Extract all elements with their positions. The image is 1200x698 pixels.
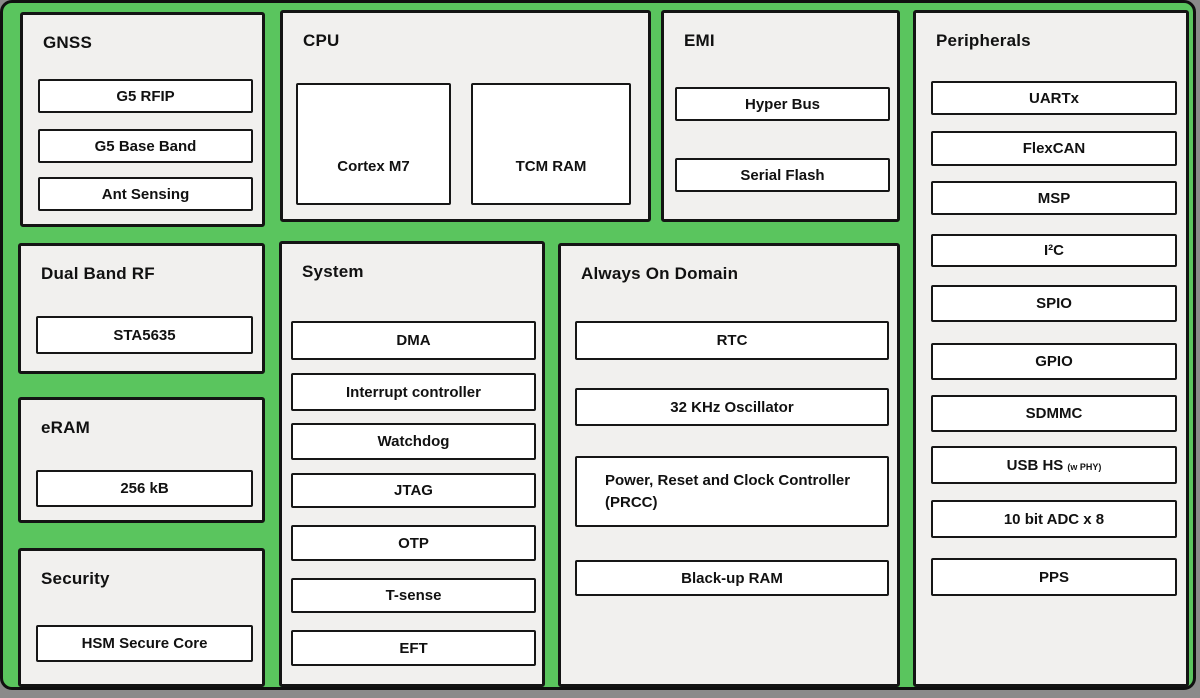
block-prcc: Power, Reset and Clock Controller (PRCC) bbox=[575, 456, 889, 527]
panel-emi-title: EMI bbox=[684, 31, 715, 50]
panel-cpu bbox=[280, 10, 651, 222]
block-sdmmc: SDMMC bbox=[931, 395, 1177, 432]
panel-eram bbox=[18, 397, 265, 523]
block-pps: PPS bbox=[931, 558, 1177, 596]
block-eft: EFT bbox=[291, 630, 536, 666]
block-interrupt-controller: Interrupt controller bbox=[291, 373, 536, 411]
block-dma: DMA bbox=[291, 321, 536, 360]
block-usb-hs-label: USB HS bbox=[1006, 456, 1064, 474]
block-256kb: 256 kB bbox=[36, 470, 253, 507]
panel-system-title: System bbox=[302, 262, 364, 281]
panel-gnss-title: GNSS bbox=[43, 33, 92, 52]
panel-gnss bbox=[20, 12, 265, 227]
block-sta5635: STA5635 bbox=[36, 316, 253, 354]
panel-always-on-domain bbox=[558, 243, 900, 687]
block-jtag: JTAG bbox=[291, 473, 536, 508]
panel-system bbox=[279, 241, 545, 687]
block-tcm-ram: TCM RAM bbox=[471, 83, 631, 205]
block-rtc: RTC bbox=[575, 321, 889, 360]
block-i2c: I²C bbox=[931, 234, 1177, 267]
block-msp: MSP bbox=[931, 181, 1177, 215]
block-gpio: GPIO bbox=[931, 343, 1177, 380]
panel-cpu-title: CPU bbox=[303, 31, 340, 50]
block-t-sense: T-sense bbox=[291, 578, 536, 613]
block-flexcan: FlexCAN bbox=[931, 131, 1177, 166]
block-hsm-secure-core: HSM Secure Core bbox=[36, 625, 253, 662]
panel-always-on-domain-title: Always On Domain bbox=[581, 264, 739, 283]
panel-dual-band-rf-title: Dual Band RF bbox=[41, 264, 155, 283]
block-usb-hs-suffix: (w PHY) bbox=[1067, 462, 1102, 472]
panel-security bbox=[18, 548, 265, 687]
block-backup-ram: Black-up RAM bbox=[575, 560, 889, 596]
panel-emi bbox=[661, 10, 900, 222]
panel-dual-band-rf bbox=[18, 243, 265, 374]
block-serial-flash: Serial Flash bbox=[675, 158, 890, 192]
block-g5-rfip: G5 RFIP bbox=[38, 79, 253, 113]
block-spio: SPIO bbox=[931, 285, 1177, 322]
panel-eram-title: eRAM bbox=[41, 418, 90, 437]
panel-peripherals-title: Peripherals bbox=[936, 31, 1031, 50]
block-ant-sensing: Ant Sensing bbox=[38, 177, 253, 211]
block-cortex-m7: Cortex M7 bbox=[296, 83, 451, 205]
block-usb-hs bbox=[931, 446, 1177, 484]
block-otp: OTP bbox=[291, 525, 536, 561]
block-adc: 10 bit ADC x 8 bbox=[931, 500, 1177, 538]
block-uartx: UARTx bbox=[931, 81, 1177, 115]
panel-peripherals bbox=[913, 10, 1189, 687]
block-hyper-bus: Hyper Bus bbox=[675, 87, 890, 121]
panel-security-title: Security bbox=[41, 569, 110, 588]
block-32khz-oscillator: 32 KHz Oscillator bbox=[575, 388, 889, 426]
block-watchdog: Watchdog bbox=[291, 423, 536, 460]
block-g5-base-band: G5 Base Band bbox=[38, 129, 253, 163]
